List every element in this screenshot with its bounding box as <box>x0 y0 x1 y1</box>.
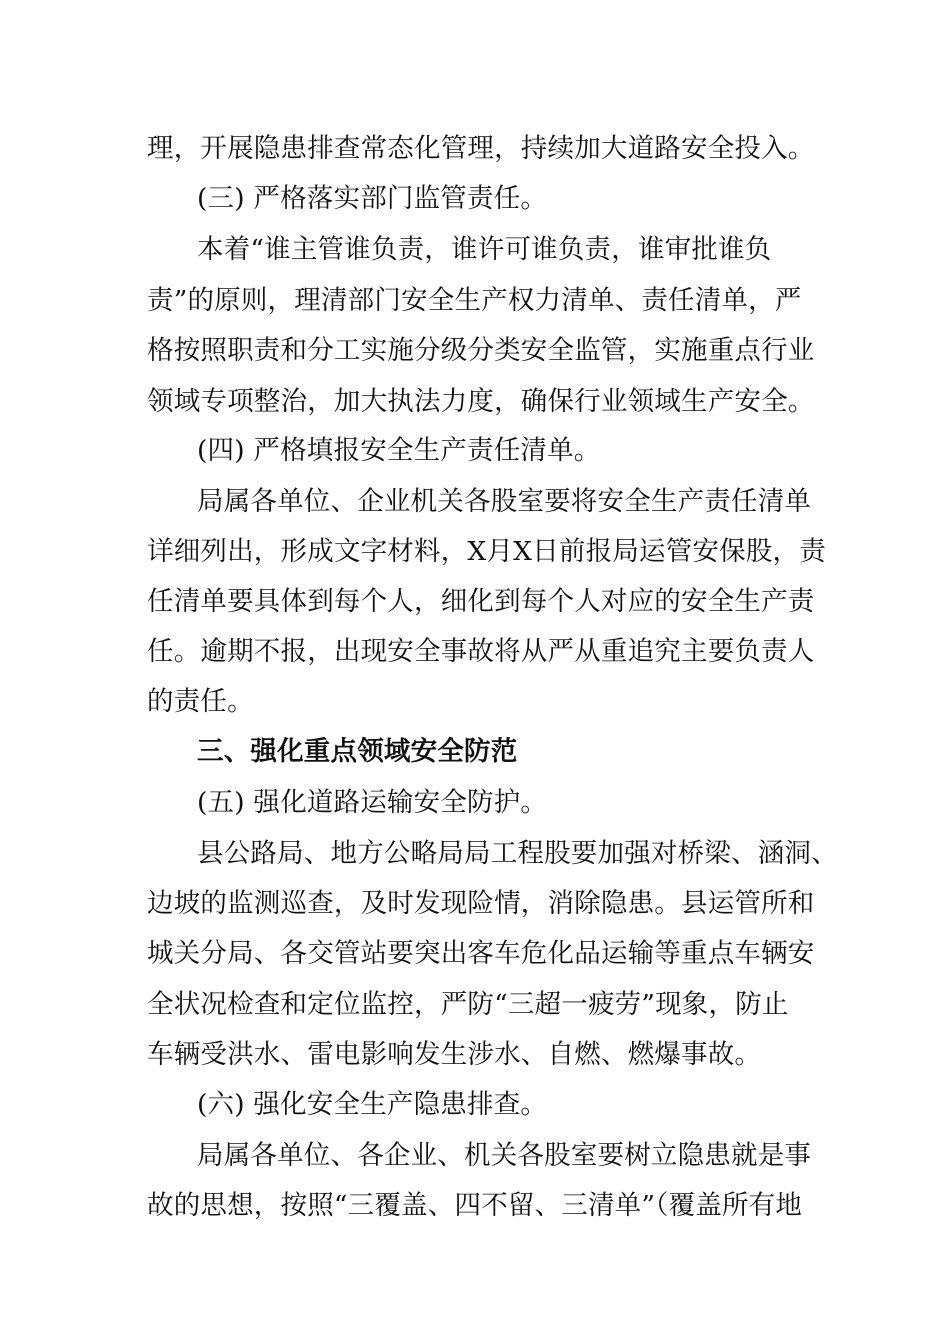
section-subheading: (三) 严格落实部门监管责任。 <box>197 183 548 214</box>
paragraph-line: 局属各单位、企业机关各股室要将安全生产责任清单 <box>197 486 812 517</box>
paragraph-line: 详细列出，形成文字材料，X月X日前报局运管安保股，责 <box>147 536 826 567</box>
section-heading: 三、强化重点领域安全防范 <box>197 736 518 767</box>
paragraph-line: 的责任。 <box>147 686 254 717</box>
paragraph-line: 任。逾期不报，出现安全事故将从严从重追究主要负责人 <box>147 636 815 667</box>
paragraph-line: 城关分局、各交管站要突出客车危化品运输等重点车辆安 <box>147 938 815 969</box>
paragraph-line: 格按照职责和分工实施分级分类安全监管，实施重点行业 <box>147 335 815 366</box>
paragraph-line: 全状况检查和定位监控，严防“三超一疲劳”现象，防止 <box>147 989 789 1020</box>
paragraph-line: 理，开展隐患排查常态化管理，持续加大道路安全投入。 <box>147 133 815 164</box>
paragraph-line: 局属各单位、各企业、机关各股室要树立隐患就是事 <box>197 1140 812 1171</box>
paragraph-line: 责”的原则，理清部门安全生产权力清单、责任清单，严 <box>147 285 802 316</box>
section-subheading: (五) 强化道路运输安全防护。 <box>197 787 548 818</box>
paragraph-line: 任清单要具体到每个人，细化到每个人对应的安全生产责 <box>147 586 815 617</box>
section-subheading: (六) 强化安全生产隐患排查。 <box>197 1089 548 1120</box>
paragraph-line: 边坡的监测巡查，及时发现险情，消除隐患。县运管所和 <box>147 888 815 919</box>
paragraph-line: 故的思想，按照“三覆盖、四不留、三清单”（覆盖所有地 <box>147 1190 803 1221</box>
paragraph-line: 本着“谁主管谁负责，谁许可谁负责，谁审批谁负 <box>197 234 772 265</box>
paragraph-line: 县公路局、地方公略局局工程股要加强对桥梁、涵洞、 <box>197 838 838 869</box>
section-subheading: (四) 严格填报安全生产责任清单。 <box>197 435 601 466</box>
paragraph-line: 车辆受洪水、雷电影响发生涉水、自燃、燃爆事故。 <box>147 1039 762 1070</box>
paragraph-line: 领域专项整治，加大执法力度，确保行业领域生产安全。 <box>147 386 815 417</box>
